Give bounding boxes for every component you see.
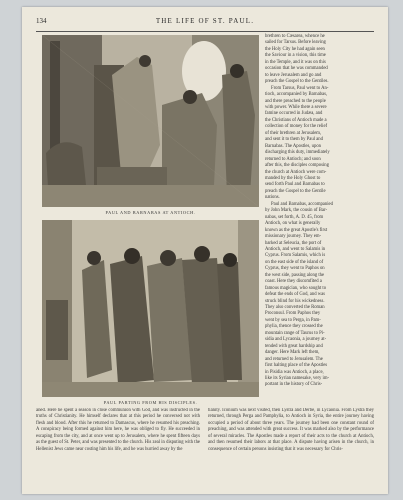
text-line: danger. Here Mark left them, — [265, 350, 320, 356]
text-line: preach the Gospel to the Gentile — [265, 188, 326, 194]
caption-illustration-1: PAUL AND BARNABAS AT ANTIOCH. — [105, 210, 196, 215]
text-line: the west side, passing along the — [265, 272, 325, 278]
text-line: Antioch, and went to Salamis in — [265, 246, 326, 252]
text-line: Cyprus, they went to Paphos on — [265, 266, 325, 272]
text-line: mountain range of Taurus to Pi- — [265, 330, 325, 336]
engraving-2-art — [42, 220, 259, 397]
text-line: Proconsul. From Paphos they — [265, 311, 321, 317]
text-line: to leave Jerusalem and go and — [265, 72, 322, 78]
text-line: Antioch, on what is generally — [265, 221, 321, 227]
text-line: the church at Antioch were com- — [265, 169, 327, 175]
text-line: and there preached to the people — [265, 98, 326, 104]
text-line: defeat the ends of God, and was — [265, 292, 326, 298]
text-line: and returned to Jerusalem. The — [265, 356, 323, 362]
text-line: and sent it to them by Paul and — [265, 137, 323, 143]
engraving-paul-parting — [42, 220, 259, 397]
text-line: manded by the Holy Ghost to — [265, 175, 321, 181]
text-line: by John Mark, the cousin of Bar- — [265, 208, 328, 214]
text-line: on the east side of the island of — [265, 259, 324, 265]
text-line: missionary journey. They em- — [265, 234, 322, 240]
text-line: discharging this duty, immediately — [265, 150, 330, 156]
text-line: with power. While there a severe — [265, 104, 327, 110]
text-line: preach the Gospel to the Gentiles. — [265, 79, 329, 85]
caption-illustration-2: PAUL PARTING FROM HIS DISCIPLES. — [103, 400, 198, 405]
text-line: in the Temple, and it was on this — [265, 59, 326, 65]
text-line: brethren to Cæsarea, whence he — [265, 34, 325, 39]
text-line: went by sea to Perga, in Pam- — [265, 317, 321, 323]
engraving-paul-and-barnabas — [42, 35, 259, 207]
text-line: collection of money for the relief — [265, 124, 328, 130]
text-line: returned to Antioch; and soon — [265, 156, 321, 162]
text-line: nabas, set forth, A. D. 45, from — [265, 214, 324, 220]
text-line: sailed for Tarsus. Before leaving — [265, 40, 326, 46]
running-head: THE LIFE OF ST. PAUL. — [155, 17, 255, 25]
text-line: They also converted the Roman — [265, 305, 325, 311]
text-line: the Holy City he had again seen — [265, 46, 325, 52]
bottom-right-column: tianity. Iconium was next visited, then Lystra and Derbe, in Lycaonia. From Lystra they returned, through Perga and Pamphylia, to Antioch in Syria, the entire journey having occupied a period of about three years. The journey had been one constant round of preaching, and was attended with great success. It was marked also by the performance of several miracles. The Apostles made a report of their acts to the church at Antioch, and then resumed their labors at that place. A dispute having arisen in the church, in consequence of certain persons insisting that it was necessary for Chris- — [208, 408, 374, 452]
header-rule — [36, 31, 374, 32]
bottom-left-column: aned. Here he spent a season in close communion with God, and was instructed in the truths of Christianity. He himself declares that at this period he conversed not with flesh and blood. After this he returned to Damascus, where he resumed his preaching. A conspiracy being formed against him here, he was obliged to fly. He succeeded in escaping from the city, and at once went up to Jerusalem, where he spent fifteen days as the guest of St. Peter, and was presented to the church. His zeal in disputing with the Hellenist Jews came near costing him his life, and he was hurried away by the — [36, 408, 200, 452]
text-line: portant in the history of Chris- — [265, 382, 323, 388]
text-line: famous magician, who sought to — [265, 285, 327, 291]
text-line: Cyprus. From Salamis, which is — [265, 253, 326, 259]
engraving-1-art — [42, 35, 259, 207]
text-line: struck blind for his wickedness. — [265, 298, 325, 304]
text-line: in Pisidia was Antioch, a place, — [265, 369, 324, 375]
text-line: barked at Seleucia, the port of — [265, 240, 322, 246]
text-line: tioch, accompanied by Barnabas, — [265, 92, 328, 98]
text-line: known as the great Apostle's first — [265, 227, 328, 233]
text-line: send forth Paul and Barnabas to — [265, 182, 325, 188]
text-line: of their brethren at Jerusalem, — [265, 130, 322, 136]
text-line: occasion that he was commanded — [265, 66, 328, 72]
text-line: phylia, thence they crossed the — [265, 324, 323, 330]
text-line: like its Syrian namesake, very im- — [265, 376, 330, 382]
text-line: the Christians of Antioch made a — [265, 117, 327, 123]
text-line: nations. — [265, 195, 280, 201]
text-line: after this, the disciples composing — [265, 163, 329, 169]
text-line: first halting place of the Apostles — [265, 363, 328, 369]
text-line: sidia and Lycaonia, a journey at- — [265, 337, 327, 343]
book-page — [22, 7, 388, 494]
page-header — [36, 17, 374, 29]
page-number: 134 — [36, 17, 47, 25]
text-line: the Saviour in a vision, this time — [265, 53, 326, 59]
text-line: tended with great hardship and — [265, 343, 323, 349]
text-line: Barnabas. The Apostles, upon — [265, 143, 322, 149]
text-line: famine occurred in Judæa, and — [265, 111, 323, 117]
text-line: From Tarsus, Paul went to An- — [271, 85, 329, 91]
text-line: coast. Here they discomfited a — [265, 279, 322, 285]
right-column-text — [265, 34, 375, 389]
text-line: Paul and Barnabas, accompanied — [271, 201, 333, 207]
